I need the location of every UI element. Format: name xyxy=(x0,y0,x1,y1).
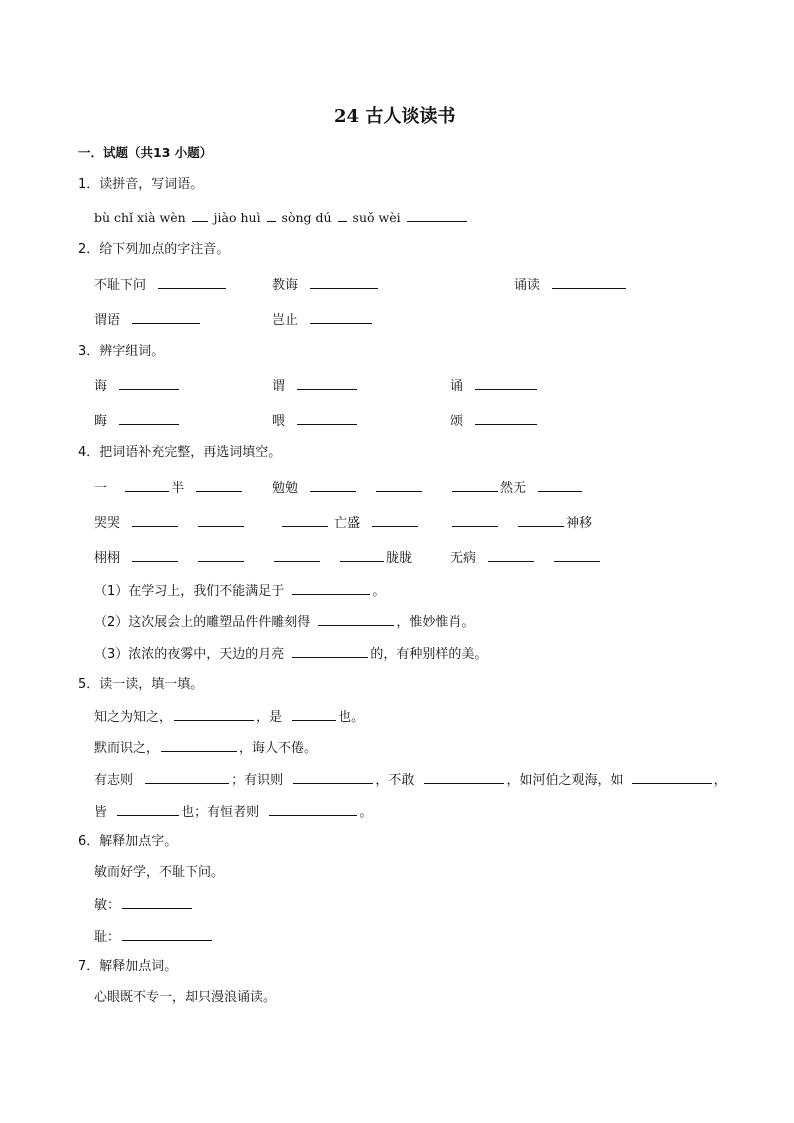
line-text: 知之为知之， xyxy=(94,710,173,725)
item-label: 耻： xyxy=(94,930,121,945)
idiom-item xyxy=(450,514,592,532)
idiom-part: 勉勉 xyxy=(272,481,299,496)
line-text: ， xyxy=(713,773,727,788)
idiom-part: 无病 xyxy=(450,551,477,566)
answer-blank[interactable] xyxy=(119,377,179,390)
sentence-text: 的，有种别样的美。 xyxy=(370,647,488,662)
question-2-item xyxy=(94,311,202,329)
idiom-part: 胧胧 xyxy=(386,551,413,566)
line-text: ，是 xyxy=(256,710,283,725)
idiom-part: 亡盛 xyxy=(334,516,361,531)
sentence-text: （2）这次展会上的雕塑品件件雕刻得 xyxy=(94,615,311,630)
line-text: 也。 xyxy=(338,710,365,725)
question-1-stem: 1．读拼音，写词语。 xyxy=(78,177,204,192)
item-label: 敏： xyxy=(94,898,121,913)
idiom-item xyxy=(450,479,584,497)
answer-blank[interactable] xyxy=(198,549,244,562)
char-label: 喂 xyxy=(272,414,286,429)
line-text: ，不敢 xyxy=(375,773,415,788)
answer-blank[interactable] xyxy=(132,311,200,324)
idiom-part: 半 xyxy=(171,481,185,496)
question-3-item xyxy=(94,377,181,395)
word-label: 诵读 xyxy=(514,278,541,293)
answer-blank[interactable] xyxy=(132,514,178,527)
answer-blank[interactable] xyxy=(310,479,356,492)
answer-blank[interactable] xyxy=(269,803,357,816)
idiom-item xyxy=(94,549,246,567)
idiom-part: 哭哭 xyxy=(94,516,121,531)
idiom-item xyxy=(450,549,602,567)
classic-line-2 xyxy=(94,739,317,757)
answer-blank[interactable] xyxy=(407,209,467,222)
answer-blank[interactable] xyxy=(192,209,208,222)
char-label: 晦 xyxy=(94,414,108,429)
char-label: 诲 xyxy=(94,379,108,394)
answer-blank[interactable] xyxy=(119,412,179,425)
sentence-text: （3）浓浓的夜雾中，天边的月亮 xyxy=(94,647,285,662)
sentence-text: 。 xyxy=(372,584,386,599)
answer-blank[interactable] xyxy=(292,708,336,721)
answer-blank[interactable] xyxy=(475,412,537,425)
char-label: 诵 xyxy=(450,379,464,394)
answer-blank[interactable] xyxy=(632,771,712,784)
idiom-item xyxy=(272,479,424,497)
sentence-text: ，惟妙惟肖。 xyxy=(396,615,475,630)
idiom-part: 栩栩 xyxy=(94,551,121,566)
line-text: ，诲人不倦。 xyxy=(239,741,318,756)
pinyin-item: sòng dú xyxy=(281,210,332,225)
line-text: 也；有恒者则 xyxy=(181,805,260,820)
classic-line-3 xyxy=(94,771,727,789)
line-text: 默而识之， xyxy=(94,741,160,756)
answer-blank[interactable] xyxy=(267,209,276,222)
pinyin-item: bù chǐ xià wèn xyxy=(94,210,186,225)
word-label: 岂止 xyxy=(272,313,299,328)
answer-blank[interactable] xyxy=(282,514,328,527)
question-2-item xyxy=(272,276,380,294)
question-5-stem: 5．读一读，填一填。 xyxy=(78,677,204,692)
page-title: 24 古人谈读书 xyxy=(334,106,456,127)
idiom-part: 一 xyxy=(94,481,108,496)
sentence-text: （1）在学习上，我们不能满足于 xyxy=(94,584,285,599)
question-3-stem: 3．辨字组词。 xyxy=(78,344,165,359)
section-heading: 一．试题（共13 小题） xyxy=(78,145,213,160)
question-2-stem: 2．给下列加点的字注音。 xyxy=(78,242,230,257)
idiom-part: 神移 xyxy=(566,516,593,531)
question-7-sentence: 心眼既不专一，却只漫浪诵读。 xyxy=(94,990,277,1005)
answer-blank[interactable] xyxy=(372,514,418,527)
answer-blank[interactable] xyxy=(552,276,626,289)
question-6-item xyxy=(94,896,194,914)
line-text: ；有识则 xyxy=(231,773,284,788)
answer-blank[interactable] xyxy=(310,311,372,324)
line-text: 。 xyxy=(359,805,373,820)
answer-blank[interactable] xyxy=(424,771,504,784)
answer-blank[interactable] xyxy=(292,582,370,595)
question-6-item xyxy=(94,928,214,946)
char-label: 谓 xyxy=(272,379,286,394)
answer-blank[interactable] xyxy=(452,514,498,527)
fill-sentence-2 xyxy=(94,613,474,631)
answer-blank[interactable] xyxy=(117,803,179,816)
question-3-item xyxy=(450,377,539,395)
fill-sentence-1 xyxy=(94,582,385,600)
question-3-item xyxy=(450,412,539,430)
answer-blank[interactable] xyxy=(196,479,242,492)
word-label: 不耻下问 xyxy=(94,278,147,293)
answer-blank[interactable] xyxy=(310,276,378,289)
char-label: 颂 xyxy=(450,414,464,429)
answer-blank[interactable] xyxy=(158,276,226,289)
question-7-stem: 7．解释加点词。 xyxy=(78,959,178,974)
line-text: 有志则 xyxy=(94,773,134,788)
answer-blank[interactable] xyxy=(297,412,357,425)
answer-blank[interactable] xyxy=(538,479,582,492)
pinyin-item: jiào huì xyxy=(213,210,261,225)
answer-blank[interactable] xyxy=(132,549,178,562)
answer-blank[interactable] xyxy=(318,613,394,626)
question-1-pinyin-row xyxy=(94,209,469,226)
idiom-item xyxy=(94,479,244,497)
answer-blank[interactable] xyxy=(274,549,320,562)
answer-blank[interactable] xyxy=(198,514,244,527)
answer-blank[interactable] xyxy=(174,708,254,721)
question-6-stem: 6．解释加点字。 xyxy=(78,834,178,849)
word-label: 谓语 xyxy=(94,313,121,328)
answer-blank[interactable] xyxy=(554,549,600,562)
answer-blank[interactable] xyxy=(452,479,498,492)
question-6-sentence: 敏而好学，不耻下问。 xyxy=(94,865,225,880)
word-label: 教诲 xyxy=(272,278,299,293)
question-2-item xyxy=(272,311,374,329)
question-2-item xyxy=(514,276,628,294)
idiom-part: 然无 xyxy=(500,481,527,496)
idiom-item xyxy=(94,514,246,532)
answer-blank[interactable] xyxy=(376,479,422,492)
classic-line-4 xyxy=(94,803,372,821)
question-3-item xyxy=(272,412,359,430)
answer-blank[interactable] xyxy=(293,771,373,784)
question-4-stem: 4．把词语补充完整，再选词填空。 xyxy=(78,445,282,460)
answer-blank[interactable] xyxy=(518,514,564,527)
answer-blank[interactable] xyxy=(488,549,534,562)
answer-blank[interactable] xyxy=(161,739,237,752)
line-text: 皆 xyxy=(94,805,108,820)
idiom-item xyxy=(272,549,412,567)
answer-blank[interactable] xyxy=(122,896,192,909)
question-2-item xyxy=(94,276,228,294)
answer-blank[interactable] xyxy=(338,209,347,222)
answer-blank[interactable] xyxy=(475,377,537,390)
answer-blank[interactable] xyxy=(145,771,229,784)
question-3-item xyxy=(272,377,359,395)
question-3-item xyxy=(94,412,181,430)
line-text: ，如河伯之观海，如 xyxy=(506,773,624,788)
answer-blank[interactable] xyxy=(292,645,368,658)
classic-line-1 xyxy=(94,708,364,726)
idiom-item xyxy=(280,514,420,532)
fill-sentence-3 xyxy=(94,645,487,663)
answer-blank[interactable] xyxy=(297,377,357,390)
pinyin-item: suǒ wèi xyxy=(352,210,401,225)
answer-blank[interactable] xyxy=(122,928,212,941)
answer-blank[interactable] xyxy=(125,479,169,492)
answer-blank[interactable] xyxy=(340,549,384,562)
